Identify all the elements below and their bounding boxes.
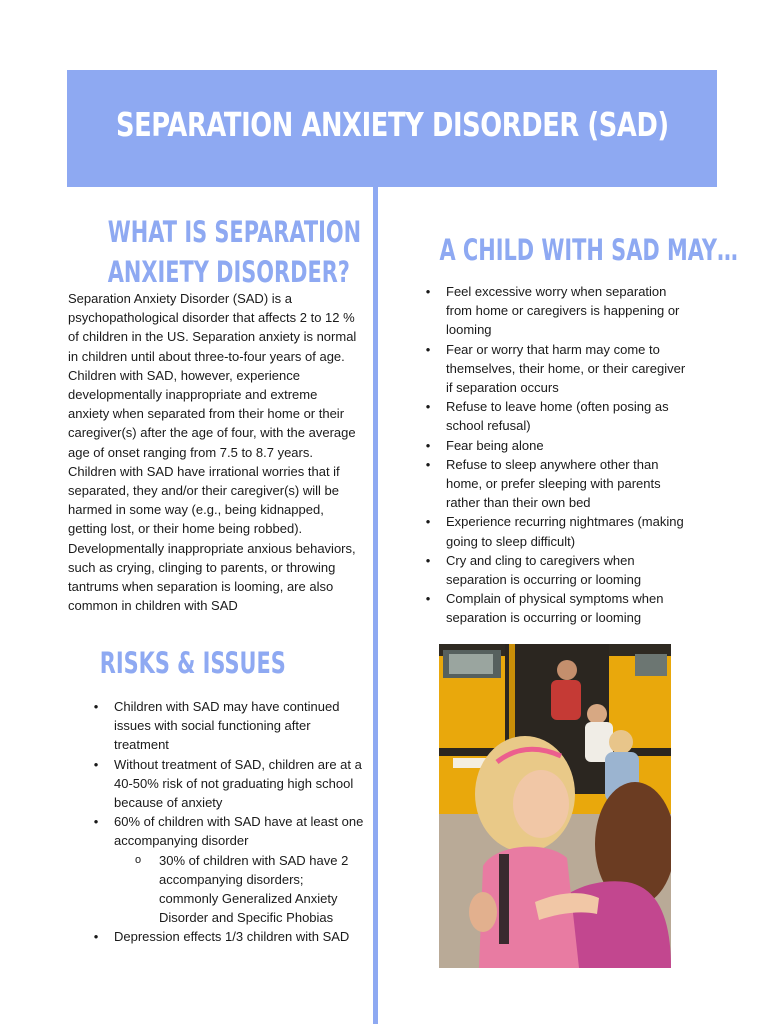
child-may-heading: A CHILD WITH SAD MAY… xyxy=(439,233,738,267)
bullet-icon: • xyxy=(425,437,431,453)
list-item-text: Children with SAD may have continued issues with social functioning after treatment xyxy=(114,699,340,753)
list-item xyxy=(420,455,690,513)
sub-list xyxy=(132,851,364,928)
bullet-icon: • xyxy=(93,699,99,714)
list-item-text: Experience recurring nightmares (making going to sleep difficult) xyxy=(446,514,684,549)
bullet-icon: • xyxy=(425,552,431,568)
list-item-text: Without treatment of SAD, children are at a 40-50% risk of not graduating high school because of anxiety xyxy=(114,756,362,811)
photo-mother-child-school-bus xyxy=(439,644,671,968)
bullet-icon: • xyxy=(425,456,431,472)
list-item xyxy=(88,812,364,927)
circle-bullet-icon: o xyxy=(134,853,142,866)
list-item-text: Feel excessive worry when separation from home or caregivers is happening or looming xyxy=(446,284,680,338)
bullet-icon: • xyxy=(425,284,431,299)
sub-list-item-text: 30% of children with SAD have 2 accompanying disorders; commonly Generalized Anxiety Disorder and Specific Phobias xyxy=(159,852,349,926)
list-item xyxy=(420,282,690,340)
what-is-heading-line1: WHAT IS SEPARATION xyxy=(107,215,362,249)
title-banner xyxy=(67,70,717,187)
list-item-text: Complain of physical symptoms when separation is occurring or looming xyxy=(446,591,664,626)
list-item xyxy=(420,551,690,589)
risks-heading: RISKS & ISSUES xyxy=(99,646,286,680)
list-item xyxy=(88,697,364,755)
list-item-text: Fear being alone xyxy=(446,437,544,453)
list-item xyxy=(420,512,690,550)
bullet-icon: • xyxy=(93,814,99,830)
list-item xyxy=(88,755,364,813)
page-title: SEPARATION ANXIETY DISORDER (SAD) xyxy=(115,105,669,144)
bullet-icon: • xyxy=(425,591,431,607)
list-item-text: Refuse to sleep anywhere other than home, or prefer sleeping with parents rather than their own bed xyxy=(446,456,661,511)
bullet-icon: • xyxy=(93,929,99,945)
list-item-text: Fear or worry that harm may come to themselves, their home, or their caregiver if separation occurs xyxy=(446,341,686,396)
list-item xyxy=(420,589,690,627)
what-is-body: Separation Anxiety Disorder (SAD) is a psychopathological disorder that affects 2 to 12 % of children in the US. Separation anxiety is normal in children until about three-to-four years of age. Children with SAD, however, experience developmentally inappropriate and extreme anxiety when separated from their home or their caregiver(s) after the age of four, with the average age of onset ranging from 7.5 to 8.7 years. Children with SAD have irrational worries that if separated, they and/or their caregiver(s) will be harmed in some way (e.g., being kidnapped, getting lost, or their home being robbed). Developmentally inappropriate anxious behaviors, such as crying, clinging to parents, or throwing tantrums when separation is looming, are also common in children with SAD xyxy=(68,291,357,614)
list-item-text: Cry and cling to caregivers when separation is occurring or looming xyxy=(446,552,642,588)
column-divider xyxy=(373,187,378,1024)
list-item-text: 60% of children with SAD have at least one accompanying disorder xyxy=(114,814,364,849)
list-item xyxy=(88,927,364,946)
bullet-icon: • xyxy=(93,756,99,772)
what-is-heading-line2: ANXIETY DISORDER? xyxy=(107,255,350,289)
child-may-list xyxy=(420,282,690,628)
sub-list-item xyxy=(132,851,364,928)
list-item-text: Depression effects 1/3 children with SAD xyxy=(114,929,350,945)
bullet-icon: • xyxy=(425,341,431,357)
bullet-icon: • xyxy=(425,514,431,530)
list-item xyxy=(420,397,690,435)
list-item-text: Refuse to leave home (often posing as school refusal) xyxy=(446,399,669,434)
bullet-icon: • xyxy=(425,399,431,415)
list-item xyxy=(420,340,690,398)
risks-list xyxy=(88,697,364,947)
list-item xyxy=(420,436,690,455)
what-is-heading xyxy=(107,212,362,292)
